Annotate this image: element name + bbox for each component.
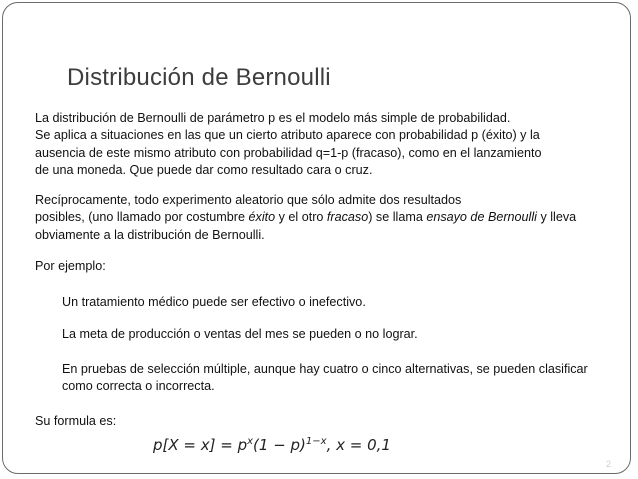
intro-line-2: Se aplica a situaciones en las que un cierto atributo aparece con probabilidad p (éxito) y la: [35, 128, 540, 143]
term-ensayo-de-bernoulli: ensayo de Bernoulli: [426, 210, 537, 225]
reciprocal-text-d: ) se llama: [368, 210, 427, 225]
reciprocal-text-c: y el otro: [275, 210, 327, 225]
formula-exponent-1-minus-x: 1−x: [305, 436, 327, 447]
example-item: La meta de producción o ventas del mes se pueden o no lograr.: [62, 327, 418, 341]
intro-line-3: ausencia de este mismo atributo con probabilidad q=1-p (fracaso), como en el lanzamiento: [35, 145, 542, 160]
intro-line-1: La distribución de Bernoulli de parámetro p es el modelo más simple de probabilidad.: [35, 111, 511, 125]
formula-mid: (1 − p): [253, 436, 306, 454]
slide-number: 2: [606, 459, 612, 469]
formula-rhs: , x = 0,1: [326, 436, 391, 454]
intro-line-4: de una moneda. Que puede dar como resultado cara o cruz.: [35, 163, 373, 178]
formula-exponent-x: x: [247, 436, 254, 447]
formula-lhs: p[X = x] = p: [153, 436, 248, 454]
reciprocal-text-a: Recíprocamente, todo experimento aleatorio que sólo admite dos resultados: [35, 193, 462, 207]
term-exito: éxito: [248, 210, 276, 225]
slide-title: Distribución de Bernoulli: [67, 64, 331, 91]
term-fracaso: fracaso: [326, 210, 369, 225]
reciprocal-paragraph: [35, 192, 595, 244]
formula-intro: Su formula es:: [35, 414, 117, 428]
example-intro: Por ejemplo:: [35, 259, 106, 273]
intro-paragraph: [35, 110, 595, 180]
reciprocal-text-b: posibles, (uno llamado por costumbre: [35, 210, 249, 225]
bernoulli-formula: [153, 436, 391, 454]
reciprocal-text-e: y lleva obviamente a la distribución de Bernoulli.: [35, 210, 577, 242]
example-item: Un tratamiento médico puede ser efectivo o inefectivo.: [62, 295, 366, 309]
example-item: En pruebas de selección múltiple, aunque hay cuatro o cinco alternativas, se pueden clasificar como correcta o incorrecta.: [62, 362, 588, 394]
